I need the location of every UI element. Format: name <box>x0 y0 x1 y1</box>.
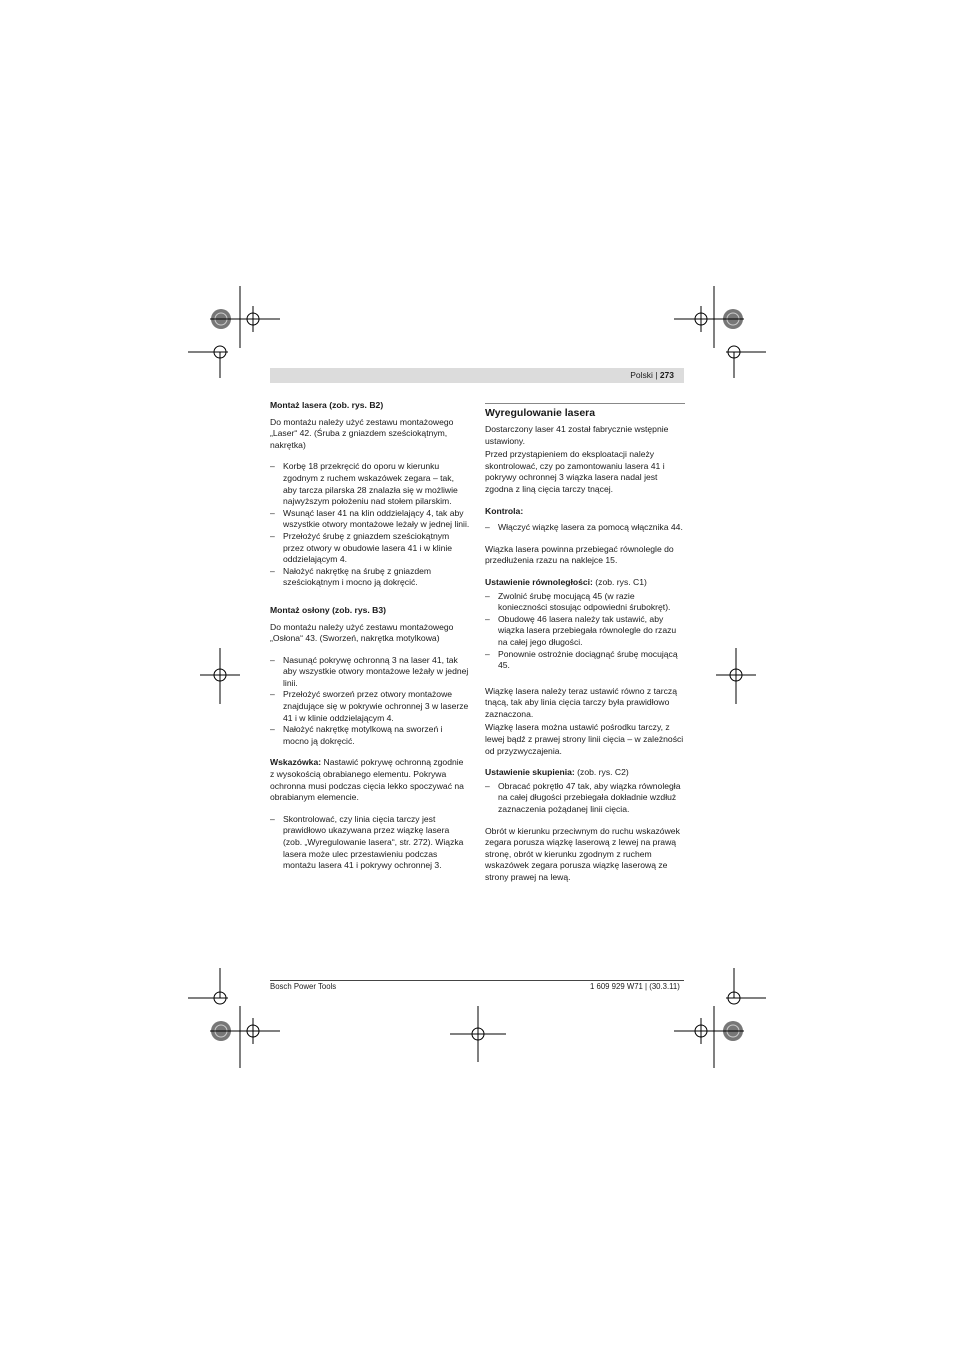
page-number: 273 <box>659 370 674 380</box>
list-item: – Obracać pokrętło 47 tak, aby wiązka równoległa na całej długości przebiegała dokładnie wzdłuż zaznaczenia pożądanej linii cięcia. <box>485 781 685 816</box>
section-title-guard-mount: Montaż osłony (zob. rys. B3) <box>270 604 387 615</box>
page-header-bar <box>270 368 684 383</box>
figure-reference: (zob. rys. C1) <box>592 576 647 587</box>
list-item: – Wsunąć laser 41 na klin oddzielający 4, tak aby wszystkie otwory montażowe leżały w jednej linii. <box>270 508 470 531</box>
list-item: – Zwolnić śrubę mocującą 45 (w razie konieczności stosując odpowiedni śrubokręt). <box>485 591 685 614</box>
paragraph: Wiązkę lasera należy teraz ustawić równo z tarczą tnącą, tak aby linia cięcia tarczy była prawidłowo zaznaczona. <box>485 685 677 719</box>
list-item: – Ponownie ostrożnie dociągnąć śrubę mocującą 45. <box>485 649 685 672</box>
step-list <box>270 461 470 589</box>
note-text: Nastawić pokrywę ochronną zgodnie z wysokością obrabianego elementu. Pokrywa ochronna musi podczas cięcia lekko spoczywać na obrabianym elemencie. <box>270 757 464 803</box>
subsection-heading-focus <box>485 767 685 779</box>
subsection-title-control: Kontrola: <box>485 505 524 516</box>
footer-divider <box>270 980 684 981</box>
list-item: – Przełożyć śrubę z gniazdem sześciokątnym przez otwory w obudowie lasera 41 i w klinie oddzielającym 4. <box>270 531 470 566</box>
page-header <box>630 369 674 382</box>
list-item: – Nałożyć nakrętkę motylkową na sworzeń i mocno ją dokręcić. <box>270 724 470 747</box>
left-column <box>270 400 470 882</box>
note-label: Wskazówka: <box>270 757 322 768</box>
step-list <box>485 591 685 672</box>
footer-brand: Bosch Power Tools <box>270 982 337 991</box>
right-column <box>485 400 685 894</box>
paragraph: Wiązka lasera powinna przebiegać równolegle do przedłużenia rzazu na naklejce 15. <box>485 543 674 566</box>
list-item: – Skontrolować, czy linia cięcia tarczy jest prawidłowo ukazywana przez wiązkę lasera (zob. „Wyregulowanie lasera“, str. 272). Wiązka lasera może ulec przestawieniu podczas montażu lasera 41 i pokrywy ochronnej 3. <box>270 814 470 872</box>
section-intro: Do montażu należy użyć zestawu montażowego „Laser“ 42. (Śruba z gniazdem sześciokątnym, nakrętka) <box>270 416 454 450</box>
step-list <box>270 655 470 748</box>
subsection-title-parallel: Ustawienie równoległości: <box>485 576 593 587</box>
figure-reference: (zob. rys. C2) <box>574 767 629 778</box>
step-list <box>270 814 470 872</box>
list-item: – Nałożyć nakrętkę na śrubę z gniazdem sześciokątnym i mocno ją dokręcić. <box>270 566 470 589</box>
paragraph: Obrót w kierunku przeciwnym do ruchu wskazówek zegara porusza wiązkę laserową z lewej na prawą stronę, obrót w kierunku zgodnym z ruchem wskazówek zegara porusza wiązkę laserową ze strony prawej na lewą. <box>485 825 680 882</box>
list-item: – Włączyć wiązkę lasera za pomocą włącznika 44. <box>485 522 685 534</box>
footer-document-number: 1 609 929 W71 | (30.3.11) <box>590 982 680 991</box>
section-intro: Do montażu należy użyć zestawu montażowego „Osłona“ 43. (Sworzeń, nakrętka motylkowa) <box>270 621 454 644</box>
step-list <box>485 522 685 534</box>
subsection-heading-parallel <box>485 577 685 589</box>
section-title-laser-adjust: Wyregulowanie lasera <box>485 403 685 419</box>
section-title-laser-mount: Montaż lasera (zob. rys. B2) <box>270 400 384 410</box>
subsection-title-focus: Ustawienie skupienia: <box>485 767 575 778</box>
registration-mark-bottom-center <box>450 1006 506 1062</box>
registration-mark-right-middle <box>716 648 756 704</box>
header-separator: | <box>652 370 660 380</box>
paragraph: Dostarczony laser 41 został fabrycznie wstępnie ustawiony. <box>485 424 669 446</box>
note-paragraph <box>270 757 470 803</box>
paragraph: Przed przystąpieniem do eksploatacji należy skontrolować, czy po zamontowaniu lasera 41 i pokrywy ochronnej 3 wiązka lasera nadal jest zgodna z liną cięcia tarczy tnącej. <box>485 449 665 494</box>
list-item: – Obudowę 46 lasera należy tak ustawić, aby wiązka lasera przebiegała równolegle do rzazu na całej jego długości. <box>485 614 685 649</box>
paragraph: Wiązkę lasera można ustawić pośrodku tarczy, z lewej bądź z prawej strony linii cięcia – w zależności od przyzwyczajenia. <box>485 722 684 756</box>
list-item: – Korbę 18 przekręcić do oporu w kierunku zgodnym z ruchem wskazówek zegara – tak, aby tarcza pilarska 28 znalazła się w możliwie najwyższym położeniu nad stołem pilarskim. <box>270 461 470 507</box>
list-item: – Przełożyć sworzeń przez otwory montażowe znajdujące się w pokrywie ochronnej 3 w laserze 41 i w klinie oddzielającym 4. <box>270 689 470 724</box>
step-list <box>485 781 685 816</box>
registration-mark-left-middle <box>200 648 240 704</box>
header-language: Polski <box>630 370 653 380</box>
registration-mark-bottom-right <box>666 968 766 1068</box>
list-item: – Nasunąć pokrywę ochronną 3 na laser 41, tak aby wszystkie otwory montażowe leżały w jednej linii. <box>270 655 470 690</box>
